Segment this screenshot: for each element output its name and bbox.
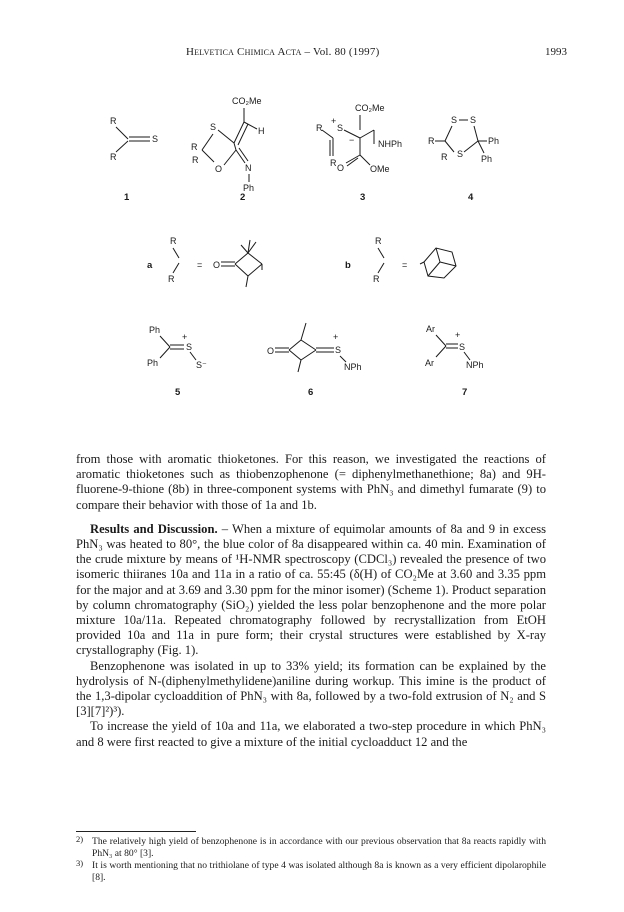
atom-label: + [331,116,337,126]
atom-label: = [402,260,408,270]
atom-label: O [267,346,275,356]
atom-label: R [375,236,382,246]
compound-number: 6 [308,387,314,398]
atom-label: H [258,126,265,136]
atom-label: Ph [488,136,500,146]
paragraph: Results and Discussion. – When a mixture of equimolar amounts of 8a and 9 in excess PhN₃ was heated to 80°, the blue color of 8a disappeared within ca. 40 min. Examination of the crude mixture by means of ¹H-NMR spectroscopy (CDCl₃) revealed the presence of two isomeric thiiranes 10a and 11a in a ratio of ca. 55:45 (δ(H) of CO₂Me at 3.60 and 3.35 ppm for the major and at 3.69 and 3.30 ppm for the minor isomer) (Scheme 1). Product separation by column chromatography (SiO₂) yielded the less polar benzophenone and the more polar mixture 10a/11a. Repeated chromatography followed by recrystallization from EtOH provided 10a and 11a in pure form; their crystal structures were established by X-ray crystallography (Fig. 1). [76,521,547,658]
atom-label: S [186,342,193,352]
atom-label: = [197,260,203,270]
atom-label: R [110,152,117,162]
atom-label: NHPh [378,139,403,149]
atom-label: − [349,135,355,145]
atom-label: O [215,164,223,174]
compound-number: 4 [468,192,474,203]
footnote-mark: 2) [76,834,84,844]
atom-label: + [182,332,188,342]
substituent-b [345,236,456,284]
atom-label: S [470,115,477,125]
section-heading: Results and Discussion. [90,521,218,536]
atom-label: R [330,158,337,168]
atom-label: CO₂Me [232,96,262,106]
atom-label: S [210,122,217,132]
atom-label: R [191,142,198,152]
atom-label: S [152,134,159,144]
paragraph: To increase the yield of 10a and 11a, we elaborated a two-step procedure in which PhN₃ and 8 were first reacted to give a mixture of the initial cycloadduct 12 and the [76,719,546,749]
compound-number: 2 [240,192,246,203]
atom-label: R [192,155,199,165]
atom-label: R [441,152,448,162]
atom-label: Ph [481,154,493,164]
atom-label: OMe [370,164,390,174]
atom-label: NPh [344,362,362,372]
atom-label: + [333,332,339,342]
atom-label: O [213,260,221,270]
atom-label: R [110,116,117,126]
atom-label: O [337,163,345,173]
compound-number: 3 [360,192,366,203]
atom-label: R [168,274,175,284]
page-number: 1993 [545,46,567,58]
footnote-text: It is worth mentioning that no trithiolane of type 4 was isolated although 8a is known as a very efficient dipolarophile [8]. [92,860,546,883]
structure-6 [267,323,362,398]
footnote [76,860,546,883]
atom-label: S [335,345,342,355]
compound-number: 1 [124,192,130,203]
substituent-letter: a [147,260,153,271]
atom-label: NPh [466,360,484,370]
atom-label: S [457,149,464,159]
paragraph: Benzophenone was isolated in up to 33% yield; its formation can be explained by the hydrolysis of N-(diphenylmethylidene)aniline during workup. This imine is the product of the 1,3-dipolar cycloaddition of PhN₃ with 8a, followed by a two-fold extrusion of N₂ and S [3][7]²)³). [76,658,546,719]
structure-4 [428,115,499,203]
atom-label: Ph [243,183,255,193]
atom-label: Ph [149,325,161,335]
footnote [76,836,546,859]
atom-label: S [451,115,458,125]
footnote-mark: 3) [76,858,84,869]
structure-1 [110,116,158,203]
atom-label: Ar [426,324,435,334]
footnotes [76,836,546,884]
atom-label: S [459,342,466,352]
atom-label: Ph [147,358,159,368]
footnote-rule [76,831,196,832]
atom-label: CO₂Me [355,103,385,113]
atom-label: + [455,330,461,340]
atom-label: S [337,123,344,133]
atom-label: R [428,136,435,146]
structure-2 [191,96,265,203]
atom-label: N [245,163,252,173]
atom-label: R [373,274,380,284]
footnote-text: The relatively high yield of benzophenone is in accordance with our previous observation that 8a reacts rapidly with PhN₃ at 80° [3]. [92,836,546,859]
compound-number: 7 [462,387,468,398]
atom-label: S⁻ [196,360,207,370]
paragraph: from those with aromatic thioketones. For this reason, we investigated the reactions of aromatic thioketones such as thiobenzophenone (= diphenylmethanethione; 8a) and 9H-fluorene-9-thione (8b) in three-component systems with PhN₃ and dimethyl fumarate (9) to compare their behavior with those of 1a and 1b. [76,452,546,512]
structure-5 [147,325,207,398]
structure-7 [425,324,484,398]
chemical-structures-figure [0,0,624,440]
atom-label: R [316,123,323,133]
atom-label: Ar [425,358,434,368]
atom-label: R [170,236,177,246]
journal-running-title: Helvetica Chimica Acta – Vol. 80 (1997) [186,46,380,58]
structure-3 [316,103,402,203]
substituent-a [147,236,262,287]
substituent-letter: b [345,260,351,271]
body-text [76,452,546,750]
compound-number: 5 [175,387,181,398]
